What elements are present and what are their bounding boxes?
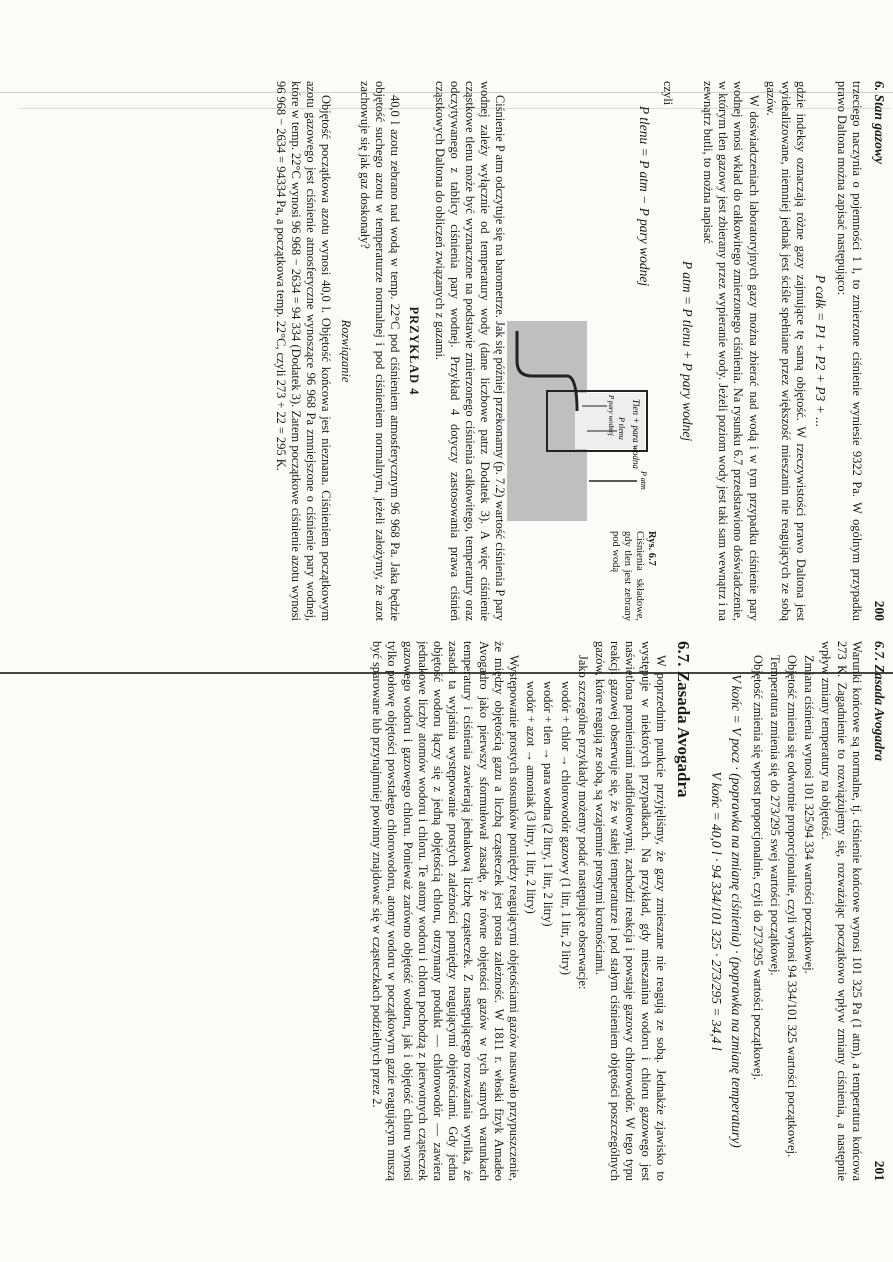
pressure-equation-1: P atm = P tlenu + P pary wodnej — [679, 260, 695, 442]
figure-caption-text: Ciśnienia składowe, gdy tlen jest zebrany pod wodą — [610, 531, 646, 621]
left-paragraph-3: W doświadczeniach laboratoryjnych gazy można zbierać nad wodą i w tym przypadku ciśnienie pary wodnej wnosi wkład do całkowitego zmierzonego ciśnienia. Na rysunku 6.7 przedstawiono doświadczenie, w którym tlen gazowy jest zbierany przez wypieranie wody. Jeżeli poziom wody jest taki sam wewnątrz i na zewnątrz butli, to można napisać — [700, 81, 761, 621]
volume-equation-1: V końc = V pocz · (poprawka na zmianę ciśnienia) · (poprawka na zmianę temperatury) — [729, 674, 745, 1148]
right-paragraph-5: Objętość zmienia się wprost proporcjonalnie, czyli do 273/295 wartości początkowej. — [750, 655, 765, 1080]
example-title: PRZYKŁAD 4 — [407, 306, 422, 396]
label-p-atm: P atm — [639, 471, 649, 490]
figure-caption-title: Rys. 6.7 — [646, 531, 658, 566]
right-paragraph-3: Objętość zmienia się odwrotnie proporcjonalnie, czyli wynosi 94 334/101 325 wartości początkowej. — [784, 655, 799, 1158]
left-paragraph-4: Ciśnienie P atm odczytuje się na barometrze. Jak się później przekonamy (p. 7.2) wartość ciśnienia P pary wodnej zależy wyłącznie od temperatury wody (dane liczbowe patrz Dodatek 3). A więc ciśnienie cząstkowe tlenu może być wyznaczone na podstawie zmierzonego ciśnienia całkowitego, temperatury oraz odczytywanego z tablicy ciśnienia pary wodnej. Przykład 4 dotyczy zastosowania prawa ciśnień cząstkowych Daltona do obliczeń związanych z gazami. — [432, 81, 508, 621]
label-p-pary: P pary wodnej — [607, 395, 616, 436]
solution-title: Rozwiązanie — [338, 319, 353, 383]
left-page-number: 200 — [872, 600, 887, 621]
reaction-3: wodór + azot → amoniak (3 litry, 1 litr, 2 litry) — [524, 681, 539, 914]
reaction-2: wodór + tlen → para wodna (2 litry, 1 litr, 2 litry) — [541, 681, 556, 927]
figure-6-7 — [507, 321, 657, 521]
right-paragraph-6: W poprzednim punkcie przyjęliśmy, że gazy zmieszane nie reagują ze sobą. Jednakże zjawisko to występuje w niektórych przypadkach. Na przykład, gdy mieszanina wodoru i chloru gazowego jest naświetlona promieniami nadfioletowymi, zachodzi reakcja i powstaje gazowy chlorowodór. W tego typu reakcji gazowej obserwuje się, że w stałej temperaturze i pod stałym ciśnieniem objętości poszczególnych gazów, które reagują ze sobą, są wzajemnie prostymi krotnościami. — [592, 641, 668, 1181]
volume-equation-2: V końc = 40,0 l · 94 334/101 325 · 273/295 = 34,4 l — [709, 771, 725, 1051]
rotated-spread — [7, 81, 887, 1181]
left-section-header: 6. Stan gazowy — [872, 81, 887, 164]
right-paragraph-8: Występowanie prostych stosunków pomiędzy reagującymi objętościami gazów nasuwało przypuszczenie, że między objętością gazu a liczbą cząsteczek jest prosta zależność. W 1811 r. włoski fizyk Amadeo Avogadro jako pierwszy sformułował zasadę, że równe objętości gazów w tych samych warunkach temperatury i ciśnienia zawierają jednakową liczbę cząsteczek. Z następującego rozważania wynika, że zasada ta wyjaśnia występowanie prostych zależności pomiędzy reagującymi objętościami. Gdy jedna objętość wodoru łączy się z jedną objętością chloru, otrzymany produkt — chlorowodór — zawiera jednakowe liczby atomów wodoru i chloru. Te atomy wodoru i chloru pochodzą z pierwotnych cząsteczek gazowego wodoru i gazowego chloru. Ponieważ zarówno objętość wodoru, jak i objętość chloru wynosi tylko połowę objętości powstałego chlorowodoru, atomy wodoru w początkowym gazie reagującym muszą być sparowane lub przynajmniej powinny znajdować się w cząsteczkach podzielnych przez 2. — [370, 641, 521, 1181]
figure-row — [507, 81, 657, 621]
right-paragraph-4: Temperatura zmienia się do 273/295 swej wartości początkowej. — [767, 655, 782, 976]
solution-text: Objętość początkowa azotu wynosi 40,0 l. Objętość końcowa jest nieznana. Ciśnieniem początkowym azotu gazowego jest ciśnienie atmosferyczne wynoszące 96 968 Pa zmniejszone o ciśnienie pary wodnej, które w temp. 22°C wynosi 96 968 − 2634 = 94 334 (Dodatek 3). Zatem początkowe ciśnienie azotu wynosi 96 968 − 2634 = 94334 Pa, a początkowa temp. 22°C, czyli 273 + 22 = 295 K. — [273, 81, 334, 621]
left-paragraph-1: trzeciego naczynia o pojemności 1 l, to zmierzone ciśnienie wyniesie 9322 Pa. W ogólnym przypadku prawo Daltona można zapisać następująco: — [834, 81, 864, 621]
gas-collection-diagram — [507, 321, 657, 521]
label-p-tlenu: P tlenu — [617, 417, 627, 440]
example-text: 40,0 l azotu zebrano nad wodą w temp. 22°C pod ciśnieniem atmosferycznym 96 968 Pa. Jaka będzie objętość suchego azotu w temperaturze normalnej i pod ciśnieniem normalnym, jeżeli założymy, że azot zachowuje się jak gaz doskonały? — [357, 81, 403, 621]
right-paragraph-2: Zmiana ciśnienia wynosi 101 325/94 334 wartości początkowej. — [802, 655, 817, 974]
dalton-equation: P całk = P1 + P2 + P3 + ... — [813, 274, 829, 428]
left-page — [7, 81, 887, 621]
right-section-header: 6.7. Zasada Avogadra — [872, 641, 887, 761]
left-paragraph-2: gdzie indeksy oznaczają różne gazy zajmujące tę samą objętość. W rzeczywistości prawo Daltona jest wyidealizowane, niemniej jednak jest ściśle spełniane przez większość mieszanin nie reagujących ze sobą gazów. — [763, 81, 809, 621]
right-page-number: 201 — [872, 1160, 887, 1181]
section-heading-avogadro: 6.7. Zasada Avogadra — [673, 641, 693, 798]
label-gas: Tlen + para wodna — [631, 399, 642, 469]
right-paragraph-1: Warunki końcowe są normalne, tj. ciśnienie końcowe wynosi 101 325 Pa (1 atm), a temperatura końcowa 273 K. Zagadnienie to rozwiążujemy się, rozważając początkowo wpływ zmiany ciśnienia, a następnie wpływ zmiany temperatury na objętość. — [819, 641, 864, 1181]
left-page-header — [872, 81, 887, 621]
figure-caption — [507, 531, 657, 621]
right-page-header — [872, 641, 887, 1181]
pressure-equation-2: P tlenu = P atm − P pary wodnej — [637, 105, 653, 287]
right-page — [7, 641, 887, 1181]
czyli-word: czyli — [660, 81, 675, 106]
right-paragraph-7: Jako szczególne przykłady możemy podać następujące obserwacje: — [575, 655, 590, 990]
reaction-1: wodór + chlor → chlorowodór gazowy (1 litr, 1 litr, 2 litry) — [558, 681, 573, 976]
